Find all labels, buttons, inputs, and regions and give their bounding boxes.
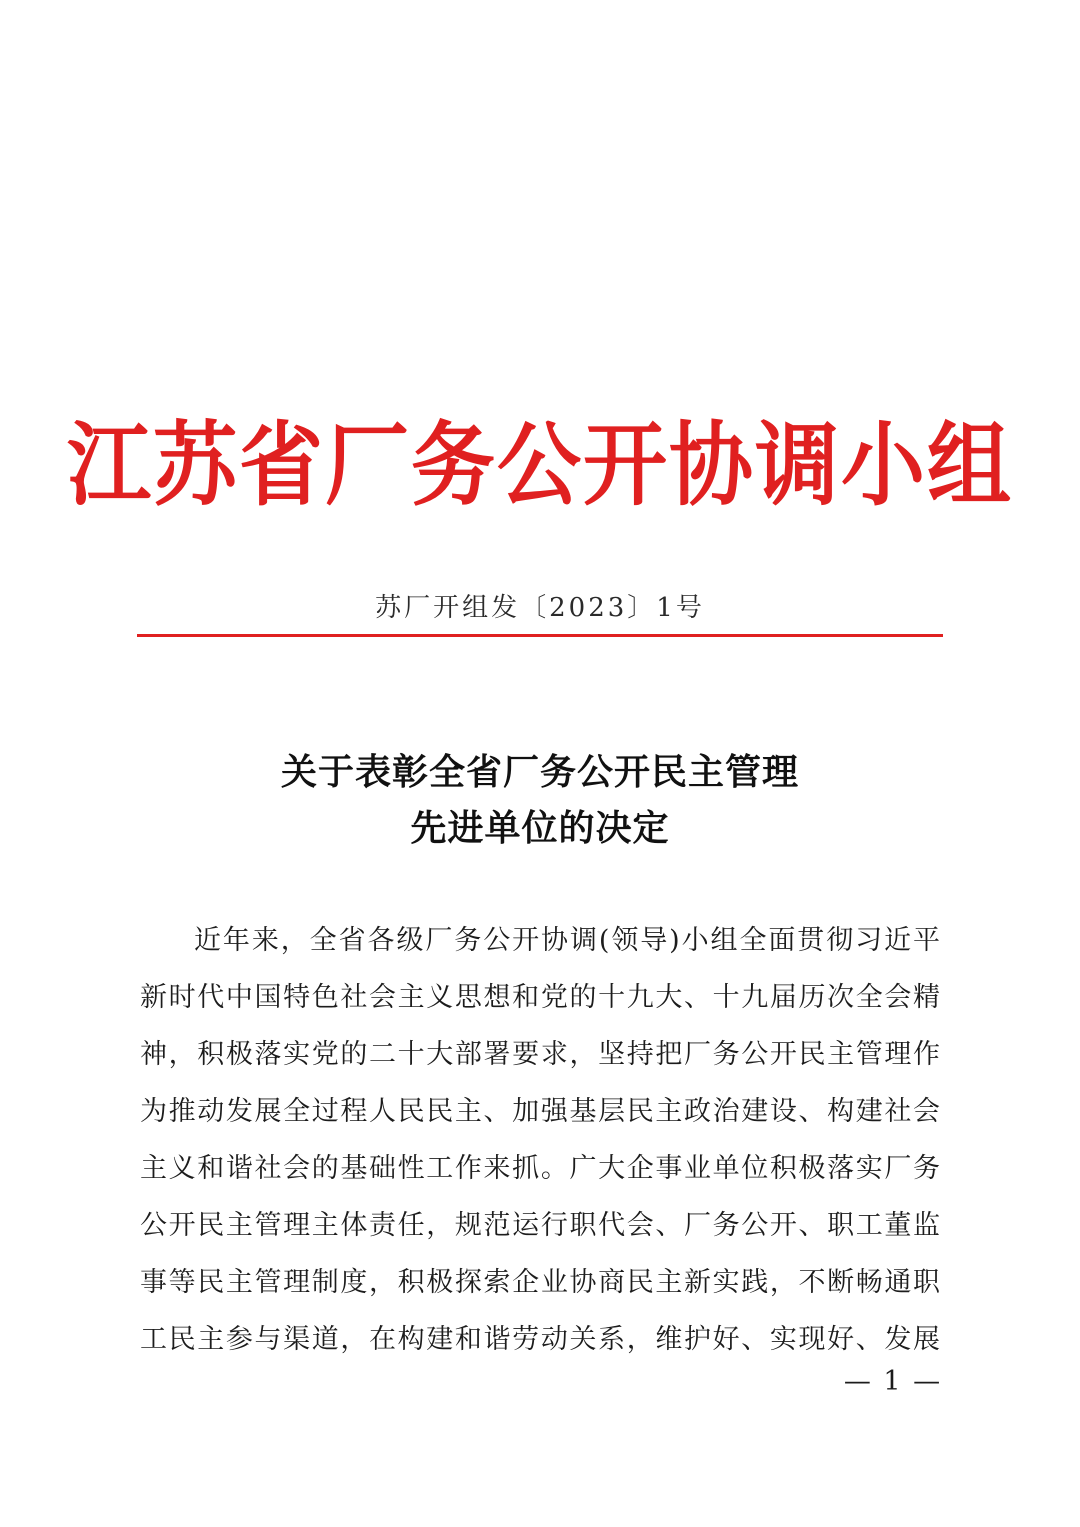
body-line: 近年来，全省各级厂务公开协调(领导)小组全面贯彻习近平 [194, 925, 940, 956]
body-line: 事等民主管理制度，积极探索企业协商民主新实践，不断畅通职 [140, 1267, 940, 1298]
page-number: — 1 — [843, 1366, 943, 1397]
document-title-line-2: 先进单位的决定 [410, 808, 670, 849]
body-line: 为推动发展全过程人民民主、加强基层民主政治建设、构建社会 [140, 1096, 940, 1127]
document-title [0, 745, 1080, 857]
body-line: 新时代中国特色社会主义思想和党的十九大、十九届历次全会精 [140, 982, 940, 1013]
body-line: 工民主参与渠道，在构建和谐劳动关系，维护好、实现好、发展 [140, 1324, 940, 1355]
body-text [140, 918, 940, 1374]
body-line: 主义和谐社会的基础性工作来抓。广大企事业单位积极落实厂务 [140, 1153, 940, 1184]
document-title-line-1: 关于表彰全省厂务公开民主管理 [280, 752, 799, 793]
red-separator-line [137, 634, 943, 637]
document-number: 苏厂开组发〔2023〕1号 [375, 593, 705, 623]
issuer-title: 江苏省厂务公开协调小组 [66, 412, 1013, 518]
body-line: 神，积极落实党的二十大部署要求，坚持把厂务公开民主管理作 [140, 1039, 940, 1070]
body-line: 公开民主管理主体责任，规范运行职代会、厂务公开、职工董监 [140, 1210, 940, 1241]
